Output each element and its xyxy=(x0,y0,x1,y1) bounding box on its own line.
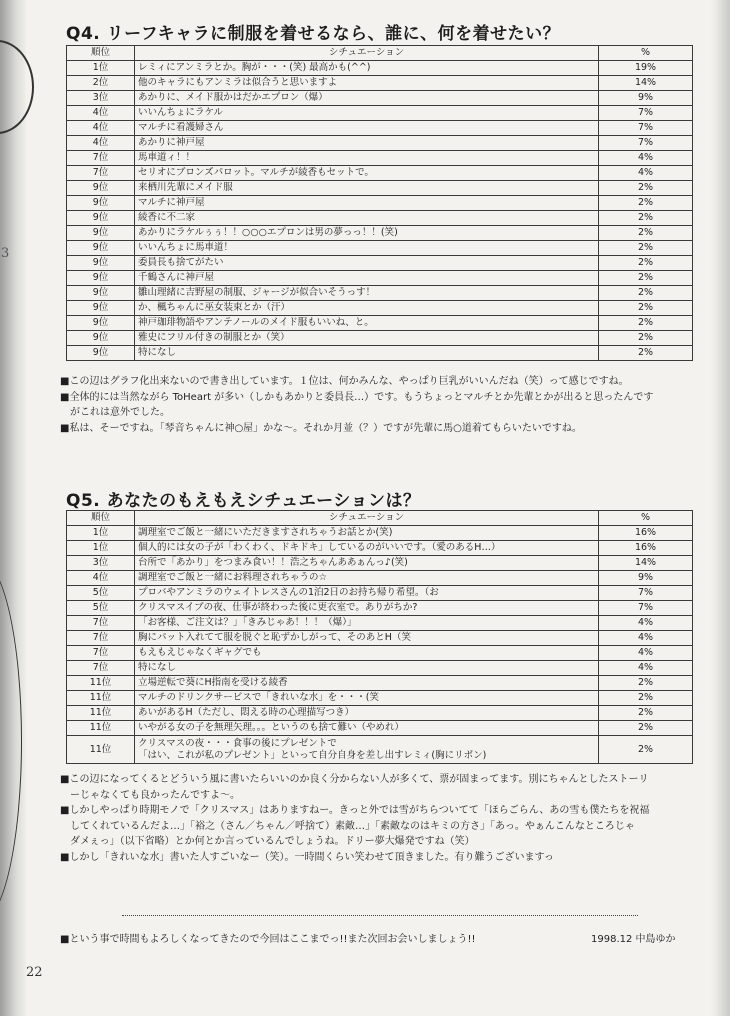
situation-cell: あかりに、メイド服かはだかエプロン（爆） xyxy=(135,91,599,106)
q4-table-row xyxy=(67,286,693,301)
rank-cell: 9位 xyxy=(67,331,135,346)
q5-table-row xyxy=(67,526,693,541)
situation-cell: いいんちょに馬車道！ xyxy=(135,241,599,256)
q4-header-row xyxy=(67,46,693,61)
percent-cell: 4% xyxy=(599,631,693,646)
rank-cell: 9位 xyxy=(67,241,135,256)
q4-table-row xyxy=(67,316,693,331)
rank-cell: 7位 xyxy=(67,616,135,631)
situation-line: クリスマスの夜・・・食事の後にプレゼントで xyxy=(138,737,337,749)
percent-cell: 2% xyxy=(599,721,693,736)
q5-table-row xyxy=(67,721,693,736)
q5-table-row xyxy=(67,661,693,676)
q5-table-row xyxy=(67,691,693,706)
q4-table-row xyxy=(67,91,693,106)
percent-cell: 7% xyxy=(599,136,693,151)
q5-note-line: ダメぇっ」（以下省略）とか何とか言っているんでしょうね。ドリー夢大爆発ですね（笑） xyxy=(60,836,475,847)
left-edge-drawing-arc xyxy=(0,40,34,134)
q5-note-line: してくれているんだよ…」「裕之（さん／ちゃん／呼捨て）素敵…」「素敵なのはキミの方さ」「あっ。やぁんこんなところじゃ xyxy=(60,820,635,832)
q5-table-row xyxy=(67,541,693,556)
q4-note-line: ■全体的には当然ながら ToHeart が多い（しかもあかりと委員長…）です。もうちょっとマルチとか先輩とかが出ると思ったんです xyxy=(60,391,654,403)
situation-cell: あかりにラケルぅぅ！！○○○エプロンは男の夢っっ！！(笑) xyxy=(135,226,599,241)
q5-table-row xyxy=(67,646,693,661)
rank-cell: 2位 xyxy=(67,76,135,91)
percent-cell: 19% xyxy=(599,61,693,76)
percent-cell: 2% xyxy=(599,316,693,331)
q4-header-situation: シチュエーション xyxy=(135,46,599,61)
percent-cell: 4% xyxy=(599,661,693,676)
situation-cell: いいんちょにラケル xyxy=(135,106,599,121)
situation-cell: プロバやアンミラのウェイトレスさんの1泊2日のお持ち帰り希望。（お xyxy=(135,586,599,601)
situation-cell: 「お客様、ご注文は？」「きみじゃあ！！！（爆）」 xyxy=(135,616,599,631)
situation-cell: レミィにアンミラとか。胸が・・・(笑) 最高かも(^^) xyxy=(135,61,599,76)
q4-table-row xyxy=(67,241,693,256)
situation-cell xyxy=(135,736,599,764)
q4-table-row xyxy=(67,331,693,346)
q5-table-row xyxy=(67,571,693,586)
rank-cell: 4位 xyxy=(67,571,135,586)
situation-cell: 調理室でご飯と一緒にお料理されちゃうの☆ xyxy=(135,571,599,586)
q5-table-row xyxy=(67,556,693,571)
q5-table-row xyxy=(67,736,693,764)
q4-note-line: ■私は、そーですね。「琴音ちゃんに神○屋」かな〜。それか月並（？）ですが先輩に馬○道着てもらいたいですね。 xyxy=(60,422,582,434)
situation-cell: 台所で「あかり」をつまみ食い！！浩之ちゃんああぁんっ♪(笑) xyxy=(135,556,599,571)
situation-cell: いやがる女の子を無理矢理。。。というのも捨て難い（やめれ） xyxy=(135,721,599,736)
situation-cell: 千鶴さんに神戸屋 xyxy=(135,271,599,286)
situation-cell: 立場逆転で葵にH指南を受ける綾香 xyxy=(135,676,599,691)
q5-header-situation: シチュエーション xyxy=(135,511,599,526)
q4-table-row xyxy=(67,136,693,151)
rank-cell: 9位 xyxy=(67,211,135,226)
situation-cell: 来栖川先輩にメイド服 xyxy=(135,181,599,196)
q4-header-percent: % xyxy=(599,46,693,61)
rank-cell: 7位 xyxy=(67,151,135,166)
situation-cell: 馬車道ィ！！ xyxy=(135,151,599,166)
percent-cell: 2% xyxy=(599,676,693,691)
percent-cell: 2% xyxy=(599,271,693,286)
rank-cell: 1位 xyxy=(67,541,135,556)
percent-cell: 2% xyxy=(599,331,693,346)
q5-table-row xyxy=(67,601,693,616)
q4-table-row xyxy=(67,61,693,76)
q5-table-row xyxy=(67,616,693,631)
q5-table-row xyxy=(67,676,693,691)
percent-cell: 2% xyxy=(599,241,693,256)
situation-cell: 特になし xyxy=(135,661,599,676)
rank-cell: 5位 xyxy=(67,586,135,601)
q5-note-line: ーじゃなくても良かったんですよ〜。 xyxy=(60,789,240,801)
q4-table-row xyxy=(67,211,693,226)
rank-cell: 4位 xyxy=(67,121,135,136)
rank-cell: 9位 xyxy=(67,181,135,196)
situation-cell: あかりに神戸屋 xyxy=(135,136,599,151)
rank-cell: 9位 xyxy=(67,286,135,301)
percent-cell: 16% xyxy=(599,541,693,556)
percent-cell: 4% xyxy=(599,151,693,166)
q5-note-line: ■この辺になってくるとどういう風に書いたらいいのか良く分からない人が多くて、票が固まってます。別にちゃんとしたストーリ xyxy=(60,774,649,785)
rank-cell: 9位 xyxy=(67,301,135,316)
q4-title: Q4. リーフキャラに制服を着せるなら、誰に、何を着せたい？ xyxy=(66,24,561,44)
situation-cell: 神戸珈琲物語やアンテノールのメイド服もいいね、と。 xyxy=(135,316,599,331)
situation-cell: クリスマスイブの夜、仕事が終わった後に更衣室で。ありがちか? xyxy=(135,601,599,616)
percent-cell: 2% xyxy=(599,301,693,316)
rank-cell: 11位 xyxy=(67,721,135,736)
rank-cell: 9位 xyxy=(67,346,135,361)
percent-cell: 2% xyxy=(599,736,693,764)
q4-table-row xyxy=(67,301,693,316)
q5-header-row xyxy=(67,511,693,526)
percent-cell: 2% xyxy=(599,226,693,241)
percent-cell: 4% xyxy=(599,166,693,181)
percent-cell: 7% xyxy=(599,601,693,616)
rank-cell: 7位 xyxy=(67,631,135,646)
rank-cell: 9位 xyxy=(67,271,135,286)
q4-table-row xyxy=(67,151,693,166)
percent-cell: 4% xyxy=(599,646,693,661)
percent-cell: 7% xyxy=(599,121,693,136)
q5-note-line: ■しかし「きれいな水」書いた人すごいなー（笑）。一時間くらい笑わせて頂きました。有り難うございますっ xyxy=(60,851,554,863)
percent-cell: 7% xyxy=(599,106,693,121)
q5-note-line: ■しかしやっぱり時期モノで「クリスマス」はありますねー。きっと外では雪がちらついてて「ほらごらん、あの雪も僕たちを祝福 xyxy=(60,805,650,816)
q5-title: Q5. あなたのもえもえシチュエーションは？ xyxy=(66,491,421,511)
situation-cell: セリオにブロンズパロット。マルチが綾香もセットで。 xyxy=(135,166,599,181)
percent-cell: 2% xyxy=(599,691,693,706)
percent-cell: 2% xyxy=(599,196,693,211)
q4-table-row xyxy=(67,76,693,91)
situation-line: 「はい、これが私のプレゼント」といって自分自身を差し出すレミィ(胸にリボン) xyxy=(138,749,487,761)
percent-cell: 9% xyxy=(599,571,693,586)
separator-dotted-line xyxy=(122,915,638,916)
rank-cell: 4位 xyxy=(67,136,135,151)
q5-header-rank: 順位 xyxy=(67,511,135,526)
q5-notes xyxy=(60,772,700,865)
percent-cell: 2% xyxy=(599,211,693,226)
q4-table-row xyxy=(67,346,693,361)
q4-table xyxy=(66,45,693,361)
q4-table-row xyxy=(67,181,693,196)
rank-cell: 7位 xyxy=(67,661,135,676)
rank-cell: 11位 xyxy=(67,691,135,706)
q5-header-percent: % xyxy=(599,511,693,526)
q4-table-row xyxy=(67,196,693,211)
rank-cell: 7位 xyxy=(67,646,135,661)
situation-cell: マルチに看護婦さん xyxy=(135,121,599,136)
q5-table-row xyxy=(67,706,693,721)
situation-cell: マルチに神戸屋 xyxy=(135,196,599,211)
rank-cell: 9位 xyxy=(67,316,135,331)
q5-table-row xyxy=(67,586,693,601)
percent-cell: 14% xyxy=(599,76,693,91)
q4-table-row xyxy=(67,166,693,181)
situation-cell: マルチのドリンクサービスで「きれいな水」を・・・(笑 xyxy=(135,691,599,706)
q4-note-line: がこれは意外でした。 xyxy=(60,407,170,418)
percent-cell: 2% xyxy=(599,181,693,196)
situation-cell: 調理室でご飯と一緒にいただきますされちゃうお話とか(笑) xyxy=(135,526,599,541)
percent-cell: 4% xyxy=(599,616,693,631)
page-number: 22 xyxy=(26,965,43,980)
rank-cell: 11位 xyxy=(67,676,135,691)
rank-cell: 9位 xyxy=(67,226,135,241)
left-edge-mark: 3 xyxy=(1,246,10,261)
situation-cell: あいがあるH（ただし、悶える時の心理描写つき） xyxy=(135,706,599,721)
situation-cell: 委員長も捨てがたい xyxy=(135,256,599,271)
rank-cell: 7位 xyxy=(67,166,135,181)
q4-notes xyxy=(60,374,700,436)
q5-table-row xyxy=(67,631,693,646)
rank-cell: 9位 xyxy=(67,256,135,271)
rank-cell: 5位 xyxy=(67,601,135,616)
situation-cell: 雛山理緒に吉野屋の制服、ジャージが似合いそうっす！ xyxy=(135,286,599,301)
situation-cell: もえもえじゃなくギャグでも xyxy=(135,646,599,661)
right-page-edge xyxy=(710,0,730,1016)
q4-table-row xyxy=(67,256,693,271)
percent-cell: 2% xyxy=(599,256,693,271)
rank-cell: 1位 xyxy=(67,61,135,76)
situation-cell: か、楓ちゃんに巫女装束とか（汗） xyxy=(135,301,599,316)
q4-table-row xyxy=(67,121,693,136)
percent-cell: 16% xyxy=(599,526,693,541)
q4-table-row xyxy=(67,106,693,121)
situation-cell: 他のキャラにもアンミラは似合うと思いますよ xyxy=(135,76,599,91)
percent-cell: 2% xyxy=(599,346,693,361)
situation-cell: 特になし xyxy=(135,346,599,361)
q4-header-rank: 順位 xyxy=(67,46,135,61)
situation-cell: 胸にパット入れてて服を脱ぐと恥ずかしがって、そのあとH（笑 xyxy=(135,631,599,646)
closing-note: ■という事で時間もよろしくなってきたので今回はここまでっ!!また次回お会いしましょう!! xyxy=(60,934,476,945)
q5-table xyxy=(66,510,693,764)
rank-cell: 1位 xyxy=(67,526,135,541)
percent-cell: 9% xyxy=(599,91,693,106)
percent-cell: 2% xyxy=(599,286,693,301)
rank-cell: 9位 xyxy=(67,196,135,211)
percent-cell: 7% xyxy=(599,586,693,601)
situation-cell: 雅史にフリル付きの制服とか（笑） xyxy=(135,331,599,346)
situation-cell: 綾香に不二家 xyxy=(135,211,599,226)
q4-table-row xyxy=(67,271,693,286)
rank-cell: 4位 xyxy=(67,106,135,121)
rank-cell: 11位 xyxy=(67,736,135,764)
q4-note-line: ■この辺はグラフ化出来ないので書き出しています。１位は、何かみんな、やっぱり巨乳がいいんだね（笑）って感じですね。 xyxy=(60,376,629,387)
rank-cell: 3位 xyxy=(67,556,135,571)
percent-cell: 2% xyxy=(599,706,693,721)
author-date: 1998.12 中島ゆか xyxy=(591,934,676,945)
rank-cell: 3位 xyxy=(67,91,135,106)
q4-table-row xyxy=(67,226,693,241)
situation-cell: 個人的には女の子が「わくわく、ドキドキ」しているのがいいです。（愛のあるH…） xyxy=(135,541,599,556)
rank-cell: 11位 xyxy=(67,706,135,721)
percent-cell: 14% xyxy=(599,556,693,571)
